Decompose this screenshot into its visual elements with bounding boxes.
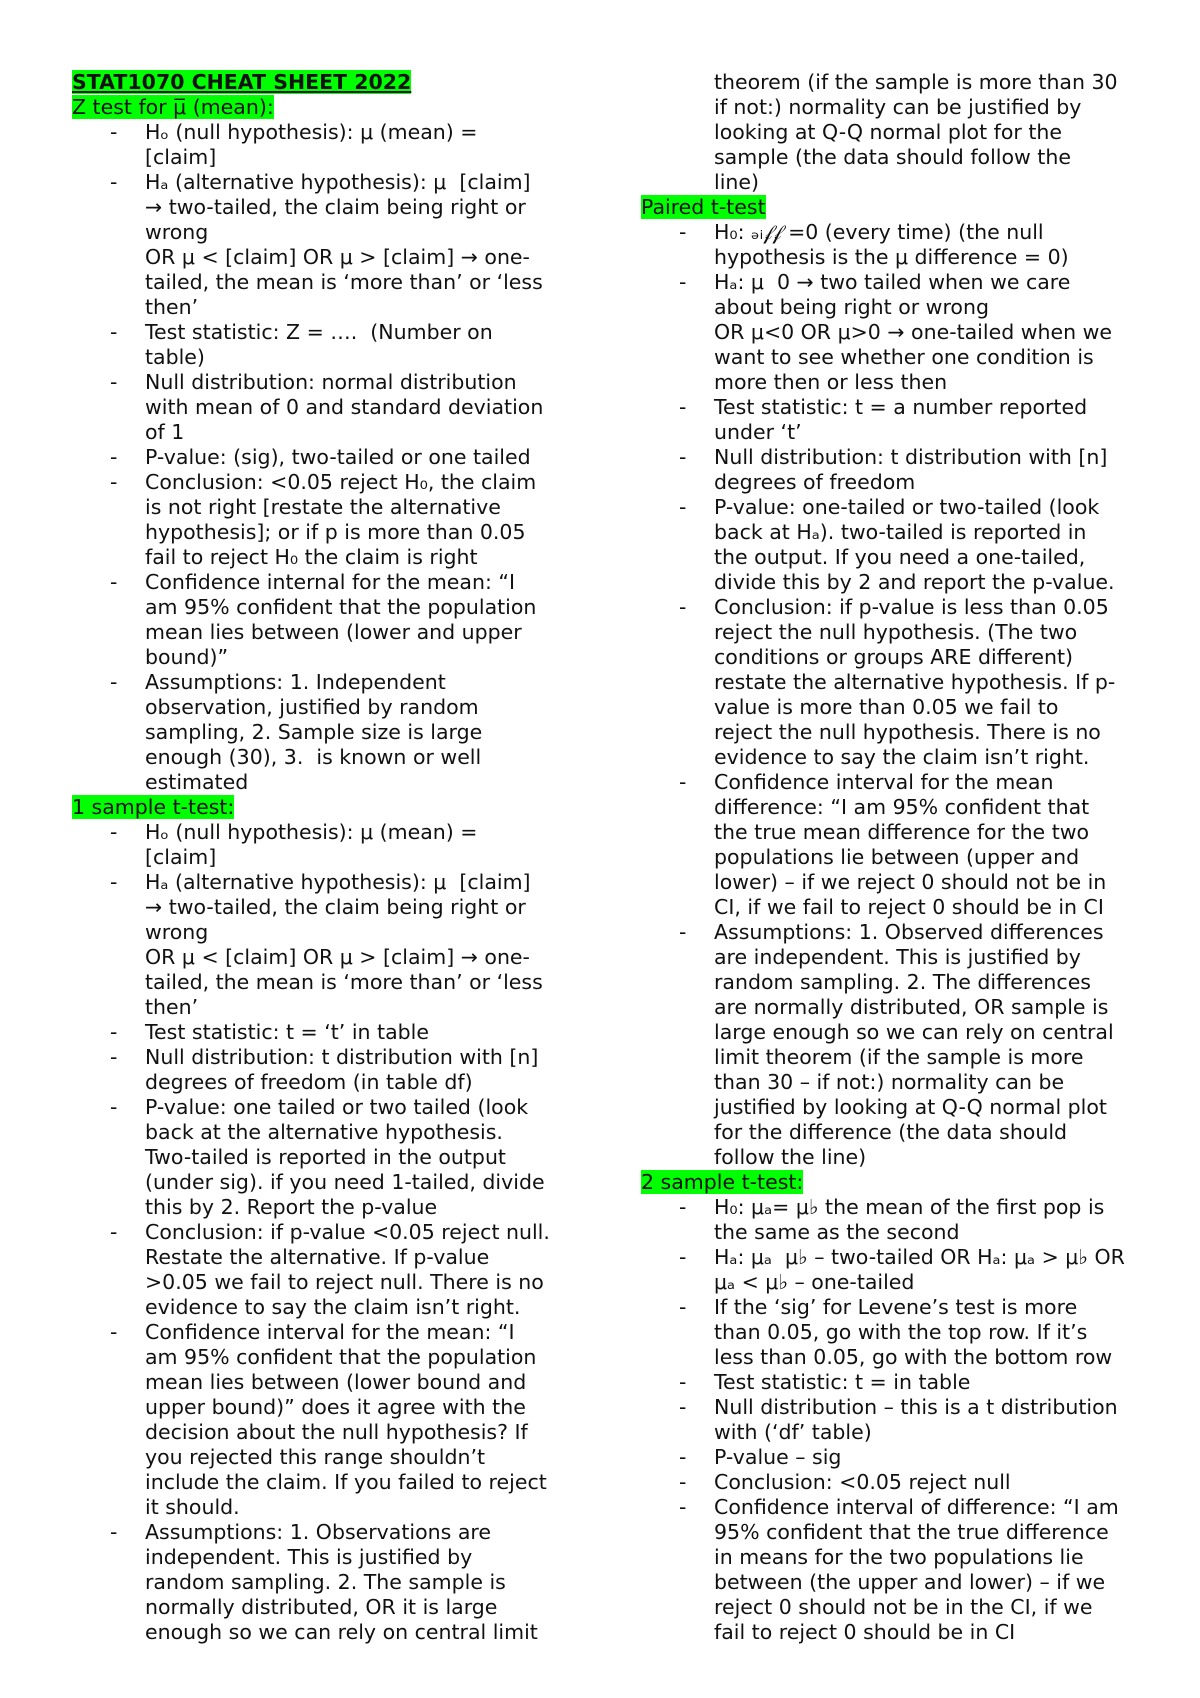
bullet-dash: -	[110, 445, 118, 469]
section-heading	[72, 95, 572, 120]
item-text-line: this by 2. Report the p-value	[145, 1195, 438, 1219]
item-text-line: sampling, 2. Sample size is large	[145, 720, 483, 744]
left-column	[72, 70, 572, 1645]
item-text-line: Conclusion: if p-value <0.05 reject null.	[145, 1220, 550, 1244]
item-text-line: less than 0.05, go with the bottom row	[714, 1345, 1113, 1369]
list-item	[72, 1095, 572, 1220]
list-item	[641, 220, 1141, 270]
bullet-dash: -	[110, 1045, 118, 1069]
list-item	[72, 570, 572, 670]
item-text-line: Test statistic: t = a number reported	[714, 395, 1088, 419]
item-text-line: difference: “I am 95% confident that	[714, 795, 1090, 819]
item-text-line: enough (30), 3. is known or well	[145, 745, 482, 769]
item-text-line: hypothesis is the μ difference = 0)	[714, 245, 1069, 269]
bullet-dash: -	[110, 820, 118, 844]
item-text-line: Hₐ: μ 0 → two tailed when we care	[714, 270, 1071, 294]
bullet-dash: -	[679, 1445, 687, 1469]
bullet-dash: -	[679, 1495, 687, 1519]
item-text-line: enough so we can rely on central limit	[145, 1620, 538, 1644]
item-text-line: Null distribution: t distribution with [n]	[145, 1045, 539, 1069]
item-text-line: want to see whether one condition is	[714, 345, 1094, 369]
item-text-line: back at Hₐ). two-tailed is reported in	[714, 520, 1087, 544]
item-text-line: divide this by 2 and report the p-value.	[714, 570, 1115, 594]
item-text-line: Assumptions: 1. Observed differences	[714, 920, 1104, 944]
bullet-dash: -	[110, 1220, 118, 1244]
item-text-line: Conclusion: <0.05 reject H₀, the claim	[145, 470, 537, 494]
list-item	[72, 370, 572, 445]
list-item	[72, 1020, 572, 1045]
document-title: STAT1070 CHEAT SHEET 2022	[72, 70, 412, 94]
item-text-line: between (the upper and lower) – if we	[714, 1570, 1106, 1594]
list-item	[641, 1445, 1141, 1470]
item-text-line: table)	[145, 345, 205, 369]
continuation-text	[641, 70, 1141, 195]
item-text-line: random sampling. 2. The differences	[714, 970, 1091, 994]
list-item	[641, 395, 1141, 445]
section-heading-text: 1 sample t-test:	[72, 795, 235, 819]
item-text-line: P-value: one-tailed or two-tailed (look	[714, 495, 1100, 519]
item-text-line: Confidence interval for the mean	[714, 770, 1054, 794]
item-text-line: degrees of freedom (in table df)	[145, 1070, 473, 1094]
item-text-line: am 95% confident that the population	[145, 595, 537, 619]
item-text-line: then’	[145, 995, 199, 1019]
item-text-line: than 30 – if not:) normality can be	[714, 1070, 1065, 1094]
list-item	[72, 1320, 572, 1520]
item-text-line: reject the null hypothesis. There is no	[714, 720, 1101, 744]
item-text-line: Hₒ (null hypothesis): μ (mean) =	[145, 120, 478, 144]
item-text-line: Assumptions: 1. Observations are	[145, 1520, 491, 1544]
item-text-line: wrong	[145, 920, 209, 944]
item-text-line: P-value: one tailed or two tailed (look	[145, 1095, 529, 1119]
item-text-line: restate the alternative hypothesis. If p-	[714, 670, 1116, 694]
item-text-line: for the difference (the data should	[714, 1120, 1068, 1144]
item-text-line: wrong	[145, 220, 209, 244]
list-item	[72, 670, 572, 795]
item-text-line: Null distribution – this is a t distribution	[714, 1395, 1118, 1419]
item-text-line: bound)”	[145, 645, 229, 669]
bullet-dash: -	[679, 1195, 687, 1219]
item-text-line: Conclusion: if p-value is less than 0.05	[714, 595, 1109, 619]
title-line	[72, 70, 572, 95]
item-text-line: fail to reject H₀ the claim is right	[145, 545, 478, 569]
list-item	[72, 1045, 572, 1095]
item-text-line: random sampling. 2. The sample is	[145, 1570, 506, 1594]
item-text-line: P-value: (sig), two-tailed or one tailed	[145, 445, 531, 469]
item-text-line: then’	[145, 295, 199, 319]
item-text-line: 95% confident that the true difference	[714, 1520, 1109, 1544]
bullet-list	[72, 120, 572, 795]
bullet-dash: -	[679, 595, 687, 619]
item-text-line: than 0.05, go with the top row. If it’s	[714, 1320, 1088, 1344]
item-text-line: you rejected this range shouldn’t	[145, 1445, 486, 1469]
item-text-line: hypothesis]; or if p is more than 0.05	[145, 520, 526, 544]
item-text-line: limit theorem (if the sample is more	[714, 1045, 1084, 1069]
continuation-line: looking at Q-Q normal plot for the	[714, 120, 1062, 144]
item-text-line: Hₐ (alternative hypothesis): μ [claim]	[145, 870, 531, 894]
bullet-dash: -	[110, 470, 118, 494]
bullet-dash: -	[110, 670, 118, 694]
bullet-list	[641, 1195, 1141, 1645]
item-text-line: large enough so we can rely on central	[714, 1020, 1114, 1044]
list-item	[641, 1495, 1141, 1645]
item-text-line: is not right [restate the alternative	[145, 495, 501, 519]
bullet-dash: -	[679, 1370, 687, 1394]
item-text-line: Confidence interval of difference: “I am	[714, 1495, 1119, 1519]
list-item	[72, 870, 572, 1020]
item-text-line: evidence to say the claim isn’t right.	[714, 745, 1090, 769]
right-sections	[641, 195, 1141, 1645]
bullet-dash: -	[110, 1520, 118, 1544]
item-text-line: estimated	[145, 770, 249, 794]
list-item	[72, 470, 572, 570]
item-text-line: tailed, the mean is ‘more than’ or ‘less	[145, 270, 543, 294]
continuation-line: line)	[714, 170, 759, 194]
item-text-line: more then or less then	[714, 370, 948, 394]
item-text-line: value is more than 0.05 we fail to	[714, 695, 1059, 719]
item-text-line: Two-tailed is reported in the output	[145, 1145, 506, 1169]
item-text-line: with mean of 0 and standard deviation	[145, 395, 544, 419]
item-text-line: Conclusion: <0.05 reject null	[714, 1470, 1011, 1494]
list-item	[641, 1295, 1141, 1370]
item-text-line: Hₒ (null hypothesis): μ (mean) =	[145, 820, 478, 844]
list-item	[72, 820, 572, 870]
list-item	[72, 320, 572, 370]
item-text-line: populations lie between (upper and	[714, 845, 1080, 869]
item-text-line: with (‘df’ table)	[714, 1420, 872, 1444]
item-text-line: μₐ < μ♭ – one-tailed	[714, 1270, 915, 1294]
item-text-line: fail to reject 0 should be in CI	[714, 1620, 1016, 1644]
item-text-line: Confidence interval for the mean: “I	[145, 1320, 515, 1344]
list-item	[641, 445, 1141, 495]
item-text-line: Null distribution: normal distribution	[145, 370, 517, 394]
item-text-line: lower) – if we reject 0 should not be in	[714, 870, 1107, 894]
item-text-line: in means for the two populations lie	[714, 1545, 1084, 1569]
item-text-line: Assumptions: 1. Independent	[145, 670, 446, 694]
continuation-line: theorem (if the sample is more than 30	[714, 70, 1118, 94]
item-text-line: about being right or wrong	[714, 295, 989, 319]
item-text-line: under ‘t’	[714, 420, 802, 444]
list-item	[72, 170, 572, 320]
right-column	[641, 70, 1141, 1645]
item-text-line: it should.	[145, 1495, 240, 1519]
bullet-dash: -	[110, 320, 118, 344]
bullet-dash: -	[679, 495, 687, 519]
bullet-dash: -	[679, 1395, 687, 1419]
bullet-dash: -	[679, 1245, 687, 1269]
list-item	[641, 1195, 1141, 1245]
bullet-dash: -	[679, 445, 687, 469]
list-item	[641, 920, 1141, 1170]
list-item	[641, 1470, 1141, 1495]
item-text-line: include the claim. If you failed to reject	[145, 1470, 547, 1494]
bullet-dash: -	[110, 1095, 118, 1119]
bullet-dash: -	[110, 570, 118, 594]
list-item	[72, 120, 572, 170]
item-text-line: follow the line)	[714, 1145, 867, 1169]
item-text-line: OR μ < [claim] OR μ > [claim] → one-	[145, 945, 530, 969]
section-heading	[641, 195, 1141, 220]
item-text-line: the true mean difference for the two	[714, 820, 1090, 844]
item-text-line: Null distribution: t distribution with [n]	[714, 445, 1108, 469]
item-text-line: (under sig). if you need 1-tailed, divide	[145, 1170, 545, 1194]
bullet-dash: -	[679, 395, 687, 419]
list-item	[72, 1220, 572, 1320]
section-heading	[641, 1170, 1141, 1195]
item-text-line: Test statistic: Z = …. (Number on	[145, 320, 493, 344]
bullet-dash: -	[110, 370, 118, 394]
list-item	[641, 270, 1141, 395]
list-item	[641, 1245, 1141, 1295]
item-text-line: decision about the null hypothesis? If	[145, 1420, 528, 1444]
left-sections	[72, 95, 572, 1645]
item-text-line: [claim]	[145, 145, 217, 169]
item-text-line: CI, if we fail to reject 0 should be in CI	[714, 895, 1104, 919]
bullet-dash: -	[679, 270, 687, 294]
bullet-dash: -	[679, 1470, 687, 1494]
item-text-line: P-value – sig	[714, 1445, 842, 1469]
bullet-dash: -	[110, 1320, 118, 1344]
bullet-dash: -	[679, 1295, 687, 1319]
item-text-line: observation, justified by random	[145, 695, 479, 719]
item-text-line: the same as the second	[714, 1220, 960, 1244]
list-item	[641, 1395, 1141, 1445]
list-item	[641, 595, 1141, 770]
bullet-dash: -	[679, 920, 687, 944]
bullet-dash: -	[679, 220, 687, 244]
item-text-line: Confidence internal for the mean: “I	[145, 570, 516, 594]
item-text-line: H₀: ₔᵢ𝒻𝒻 =0 (every time) (the null	[714, 220, 1044, 244]
bullet-list	[72, 820, 572, 1645]
item-text-line: Restate the alternative. If p-value	[145, 1245, 490, 1269]
item-text-line: → two-tailed, the claim being right or	[145, 195, 526, 219]
list-item	[641, 1370, 1141, 1395]
section-heading	[72, 795, 572, 820]
bullet-dash: -	[110, 870, 118, 894]
item-text-line: Hₐ: μₐ μ♭ – two-tailed OR Hₐ: μₐ > μ♭ OR	[714, 1245, 1125, 1269]
item-text-line: If the ‘sig’ for Levene’s test is more	[714, 1295, 1078, 1319]
item-text-line: >0.05 we fail to reject null. There is no	[145, 1270, 544, 1294]
item-text-line: conditions or groups ARE different)	[714, 645, 1074, 669]
item-text-line: reject 0 should not be in the CI, if we	[714, 1595, 1093, 1619]
section-heading-text: Paired t-test	[641, 195, 766, 219]
item-text-line: → two-tailed, the claim being right or	[145, 895, 526, 919]
item-text-line: degrees of freedom	[714, 470, 916, 494]
item-text-line: evidence to say the claim isn’t right.	[145, 1295, 521, 1319]
bullet-dash: -	[110, 170, 118, 194]
section-heading-text: Z test for μ̅ (mean):	[72, 95, 274, 119]
item-text-line: normally distributed, OR it is large	[145, 1595, 498, 1619]
item-text-line: [claim]	[145, 845, 217, 869]
item-text-line: reject the null hypothesis. (The two	[714, 620, 1078, 644]
item-text-line: of 1	[145, 420, 185, 444]
item-text-line: back at the alternative hypothesis.	[145, 1120, 503, 1144]
item-text-line: H₀: μₐ= μ♭ the mean of the first pop is	[714, 1195, 1105, 1219]
section-heading-text: 2 sample t-test:	[641, 1170, 804, 1194]
list-item	[72, 445, 572, 470]
item-text-line: the output. If you need a one-tailed,	[714, 545, 1086, 569]
item-text-line: justified by looking at Q-Q normal plot	[714, 1095, 1107, 1119]
bullet-dash: -	[679, 770, 687, 794]
item-text-line: independent. This is justified by	[145, 1545, 473, 1569]
item-text-line: Test statistic: t = in table	[714, 1370, 971, 1394]
item-text-line: mean lies between (lower and upper	[145, 620, 522, 644]
list-item	[72, 1520, 572, 1645]
item-text-line: are normally distributed, OR sample is	[714, 995, 1109, 1019]
item-text-line: Hₐ (alternative hypothesis): μ [claim]	[145, 170, 531, 194]
item-text-line: tailed, the mean is ‘more than’ or ‘less	[145, 970, 543, 994]
continuation-line: if not:) normality can be justified by	[714, 95, 1082, 119]
item-text-line: am 95% confident that the population	[145, 1345, 537, 1369]
list-item	[641, 495, 1141, 595]
item-text-line: OR μ<0 OR μ>0 → one-tailed when we	[714, 320, 1112, 344]
list-item	[641, 770, 1141, 920]
bullet-dash: -	[110, 1020, 118, 1044]
bullet-list	[641, 220, 1141, 1170]
item-text-line: are independent. This is justified by	[714, 945, 1081, 969]
item-text-line: Test statistic: t = ‘t’ in table	[145, 1020, 429, 1044]
continuation-line: sample (the data should follow the	[714, 145, 1071, 169]
item-text-line: OR μ < [claim] OR μ > [claim] → one-	[145, 245, 530, 269]
item-text-line: mean lies between (lower bound and	[145, 1370, 527, 1394]
item-text-line: upper bound)” does it agree with the	[145, 1395, 526, 1419]
bullet-dash: -	[110, 120, 118, 144]
